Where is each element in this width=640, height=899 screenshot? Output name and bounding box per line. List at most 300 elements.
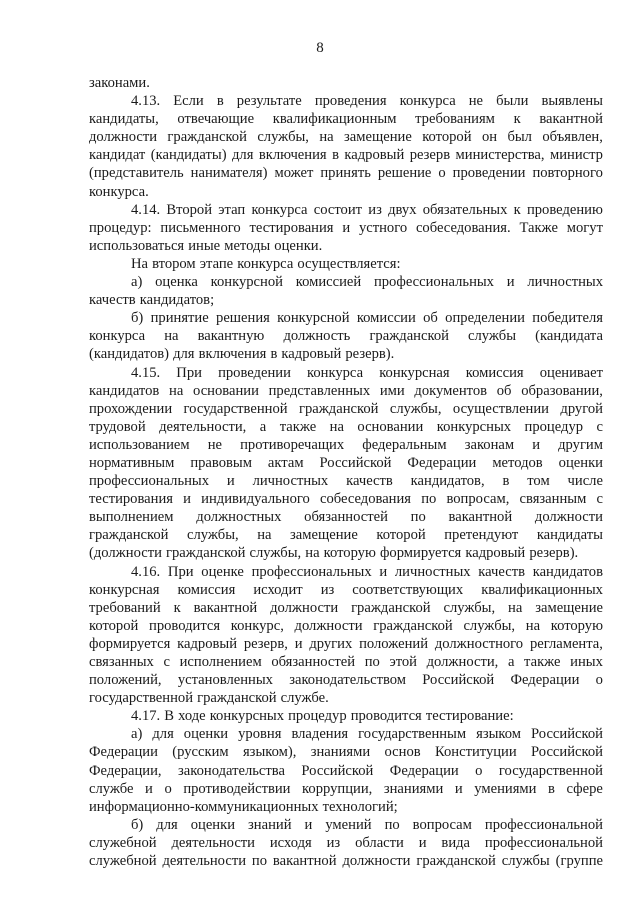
word: были	[496, 93, 529, 110]
word: кадровый	[281, 346, 342, 363]
word: о	[164, 780, 172, 797]
word: из	[320, 581, 335, 598]
word: (русским	[172, 744, 229, 761]
word: процедур:	[89, 219, 152, 236]
word: в	[332, 147, 339, 164]
word: проведению	[526, 201, 603, 218]
word: представленных	[268, 382, 371, 399]
word: Федерации,	[89, 762, 162, 779]
word: также	[279, 418, 317, 435]
word: сфере	[566, 780, 603, 797]
word: к	[173, 599, 181, 616]
word: гражданской	[197, 690, 277, 707]
word: б)	[131, 310, 144, 327]
word: Российской	[422, 672, 495, 689]
text-line	[89, 671, 603, 689]
word: гражданской	[167, 129, 247, 146]
word: комиссия	[177, 581, 236, 598]
word: регламента,	[529, 635, 603, 652]
word: уровня	[238, 726, 282, 743]
word: федеральным	[362, 436, 447, 453]
word: использоваться	[89, 237, 185, 254]
word: состоит	[313, 201, 363, 218]
word: и	[342, 219, 351, 236]
word: претендуют	[444, 527, 519, 544]
word: министерства,	[455, 147, 545, 164]
word: на	[305, 545, 320, 562]
word: кандидатов;	[139, 292, 215, 309]
word: конкурса	[89, 328, 146, 345]
word: вакантной	[448, 509, 513, 526]
document-body	[89, 74, 603, 870]
word: службы	[468, 328, 517, 345]
word: с	[596, 418, 603, 435]
word: не	[468, 93, 484, 110]
word: в	[270, 346, 278, 363]
word: прохождении	[89, 400, 173, 417]
text-line	[89, 146, 603, 164]
word: конкурсной	[210, 274, 283, 291]
text-line	[89, 327, 603, 345]
word: должностных	[196, 509, 282, 526]
word: конкурс,	[230, 617, 284, 634]
text-line	[89, 183, 603, 201]
word: на	[257, 527, 272, 544]
word: на	[525, 617, 541, 634]
word: личностных	[527, 274, 603, 291]
text-line	[89, 762, 603, 780]
word: 4.17.	[131, 708, 161, 725]
word: гражданской	[351, 599, 431, 616]
text-line	[89, 436, 603, 454]
word: из	[326, 834, 341, 851]
text-line	[89, 707, 603, 725]
word: обязанностей	[304, 509, 388, 526]
word: которой	[89, 617, 139, 634]
word: и	[379, 563, 388, 580]
word: актам	[267, 454, 304, 471]
word: этап	[218, 201, 246, 218]
word: оценка	[155, 274, 198, 291]
text-line	[89, 816, 603, 834]
word: резерв	[409, 147, 451, 164]
word: и	[145, 780, 153, 797]
word: об	[496, 382, 512, 399]
word: основании	[357, 418, 424, 435]
word: профессиональной	[484, 816, 603, 833]
word: а	[259, 418, 267, 435]
word: вакантной	[539, 111, 603, 128]
word: устного	[358, 219, 408, 236]
word: нормативным	[89, 454, 175, 471]
word: государственной	[183, 400, 288, 417]
word: языком	[476, 726, 522, 743]
word: на	[508, 599, 523, 616]
word: Федерации	[510, 672, 580, 689]
word: оценки	[558, 454, 603, 471]
word: повторного	[532, 165, 603, 182]
word: замещение	[344, 129, 412, 146]
word: основании	[193, 382, 259, 399]
word: гражданской	[416, 853, 496, 870]
word: вакантной	[193, 599, 258, 616]
word: по	[364, 654, 380, 670]
word: Федерации	[389, 762, 459, 779]
text-line	[89, 780, 603, 798]
word: других	[309, 635, 353, 652]
word: конкурса	[399, 93, 456, 110]
word: и	[304, 816, 313, 833]
text-line	[89, 599, 603, 617]
text-line	[89, 92, 603, 110]
word: 4.16.	[131, 563, 161, 580]
word: противоречащих	[240, 436, 345, 453]
word: правовым	[190, 454, 252, 471]
word: должности	[294, 617, 363, 634]
word: гражданской	[165, 545, 246, 562]
word: положений	[359, 635, 429, 652]
word: с	[163, 654, 170, 670]
word: исходит	[253, 581, 303, 598]
word: исполнением	[179, 654, 262, 670]
word: противодействии	[183, 780, 291, 797]
word: об	[423, 310, 438, 327]
word: качеств	[346, 473, 393, 490]
word: включения	[258, 147, 327, 164]
word: связанным	[519, 491, 587, 508]
word: нанимателя)	[190, 165, 268, 182]
word: знаниями	[310, 744, 371, 761]
word: кандидатов	[89, 382, 160, 399]
word: При	[167, 563, 194, 580]
word: также	[524, 654, 561, 670]
text-line	[89, 563, 603, 581]
word: конкурса	[251, 201, 308, 218]
word: определении	[445, 310, 525, 327]
word: связанных	[89, 654, 154, 670]
word: коррупции,	[302, 780, 373, 797]
word: этой	[389, 654, 417, 670]
word: методы	[224, 237, 271, 254]
text-line	[89, 74, 603, 92]
word: должности	[270, 599, 339, 616]
word: другим	[558, 436, 603, 453]
word: Также	[519, 219, 558, 236]
word: законами.	[89, 75, 150, 91]
word: кадровый	[177, 635, 238, 652]
word: деятельности,	[159, 418, 247, 435]
word: тестирование:	[425, 708, 514, 725]
text-line	[89, 273, 603, 291]
word: квалификационных	[481, 581, 603, 598]
text-line	[89, 400, 603, 418]
word: комиссией	[295, 274, 362, 291]
word: должность	[283, 328, 351, 345]
word: гражданской	[373, 617, 453, 634]
word: кадровый	[344, 147, 405, 164]
word: (группе	[555, 853, 603, 870]
word: проводится	[149, 617, 221, 634]
word: и	[532, 436, 541, 453]
word: по	[384, 816, 400, 833]
word: в	[216, 93, 224, 110]
word: по	[410, 509, 426, 526]
word: умениями	[474, 780, 537, 797]
word: вида	[441, 834, 471, 851]
word: формируется	[89, 635, 171, 652]
word: должности	[89, 129, 158, 146]
word: к	[513, 201, 521, 218]
text-line	[89, 201, 603, 219]
word: профессиональных	[251, 563, 372, 580]
word: качеств	[89, 292, 136, 309]
page-number: 8	[316, 40, 324, 56]
word: документов	[414, 382, 488, 399]
word: квалификационным	[272, 111, 397, 128]
word: собеседования.	[415, 219, 511, 236]
word: области	[355, 834, 404, 851]
word: конкурса	[237, 255, 294, 272]
word: знаниями	[383, 780, 444, 797]
word: вакантную	[197, 328, 265, 345]
word: Федерации	[407, 454, 477, 471]
word: службы,	[249, 545, 302, 562]
word: (представитель	[89, 165, 184, 182]
word: (кандидатов)	[89, 346, 170, 363]
word: 4.13.	[131, 93, 161, 110]
word: проведения	[314, 93, 387, 110]
word: которую	[323, 545, 376, 562]
word: другой	[560, 400, 603, 417]
word: и	[183, 491, 191, 508]
text-line	[89, 345, 603, 363]
word: проведении	[218, 364, 291, 381]
word: которой	[422, 129, 472, 146]
word: осуществлении	[452, 400, 549, 417]
word: и	[454, 780, 463, 797]
text-line	[89, 581, 603, 599]
text-line	[89, 454, 603, 472]
word: и	[226, 473, 235, 490]
text-line	[89, 110, 603, 128]
word: этапе	[199, 255, 234, 272]
word: оценивает	[539, 364, 603, 381]
word: о	[438, 165, 446, 182]
word: отвечающие	[177, 111, 255, 128]
word: оценки	[183, 726, 229, 743]
word: законодательства	[178, 762, 285, 779]
word: установленных	[177, 672, 273, 689]
word: технологий;	[322, 798, 398, 815]
word: победителя	[532, 310, 603, 327]
word: иных	[570, 654, 603, 670]
word: для	[232, 147, 254, 164]
word: комиссии	[356, 310, 416, 327]
word: умений	[325, 816, 372, 833]
word: кандидат	[89, 147, 146, 164]
word: тестирования	[89, 491, 173, 508]
word: соответствующих	[352, 581, 464, 598]
word: обязательных	[422, 201, 508, 218]
word: б)	[131, 816, 144, 833]
word: профессиональных	[89, 473, 210, 490]
word: решения	[216, 310, 270, 327]
word: владения	[291, 726, 349, 743]
word: втором	[152, 255, 196, 272]
word: 4.14.	[131, 201, 161, 218]
word: Российской	[531, 744, 603, 761]
word: службы	[501, 853, 550, 870]
word: На	[131, 255, 149, 272]
word: которую	[550, 617, 603, 634]
word: службы,	[187, 527, 239, 544]
word: службы,	[257, 129, 309, 146]
word: проводится	[350, 708, 422, 725]
text-line	[89, 544, 603, 562]
word: службе	[89, 780, 134, 797]
word: к	[513, 111, 521, 128]
word: конкурса.	[89, 183, 149, 200]
text-line	[89, 653, 603, 671]
word: кандидаты,	[89, 111, 159, 128]
word: использованием	[89, 436, 190, 453]
word: В	[164, 708, 174, 725]
word: ими	[379, 382, 405, 399]
word: трудовой	[89, 418, 146, 435]
word: должности,	[426, 654, 499, 670]
word: исходя	[269, 834, 312, 851]
word: на	[319, 129, 334, 146]
word: деятельности	[162, 853, 247, 870]
word: вопросам,	[446, 491, 510, 508]
word: (должности	[89, 545, 162, 562]
text-line	[89, 490, 603, 508]
word: профессиональных	[373, 274, 494, 291]
word: законам	[464, 436, 515, 453]
word: Второй	[166, 201, 213, 218]
word: службы,	[443, 599, 496, 616]
word: выполнением	[89, 509, 174, 526]
word: числе	[567, 473, 603, 490]
word: государственной	[89, 690, 194, 707]
word: проведении	[452, 165, 526, 182]
word: из	[368, 201, 382, 218]
word: положений,	[89, 672, 162, 689]
word: конкурса	[307, 364, 364, 381]
text-line	[89, 418, 603, 436]
text-line	[89, 128, 603, 146]
text-line	[89, 364, 603, 382]
word: ходе	[178, 708, 206, 725]
text-line	[89, 255, 603, 273]
word: гражданской	[89, 527, 169, 544]
word: не	[207, 436, 223, 453]
word: двух	[388, 201, 417, 218]
word: основ	[384, 744, 421, 761]
word: по	[251, 853, 268, 870]
word: служебной	[89, 853, 157, 870]
word: государственной	[498, 762, 603, 779]
word: для	[152, 726, 174, 743]
text-line	[89, 309, 603, 327]
word: резерв,	[243, 635, 288, 652]
word: комиссия	[465, 364, 524, 381]
text-line	[89, 635, 603, 653]
word: государственным	[358, 726, 467, 743]
word: а	[507, 654, 515, 670]
word: службы,	[463, 617, 516, 634]
word: том	[527, 473, 550, 490]
word: процедур	[524, 418, 584, 435]
word: (кандидаты)	[150, 147, 227, 164]
text-line	[89, 472, 603, 490]
word: Если	[173, 93, 204, 110]
word: осуществляется:	[297, 255, 401, 272]
word: конкурсная	[89, 581, 160, 598]
word: и	[418, 834, 427, 851]
text-line	[89, 852, 603, 870]
word: для	[156, 816, 178, 833]
word: законодательством	[289, 672, 407, 689]
word: замещение	[535, 599, 603, 616]
word: принятие	[150, 310, 209, 327]
word: конкурсная	[379, 364, 450, 381]
word: качеств	[478, 563, 525, 580]
word: о	[475, 762, 483, 779]
word: информационно-коммуникационных	[89, 798, 319, 815]
word: на	[169, 382, 184, 399]
word: конкурсной	[277, 310, 350, 327]
word: включения	[198, 346, 267, 363]
word: вакантной	[272, 853, 337, 870]
word: оценки	[190, 816, 236, 833]
word: конкурсных	[209, 708, 285, 725]
text-line	[89, 834, 603, 852]
word: для	[173, 346, 195, 363]
word: министр	[549, 147, 603, 164]
word: процедур	[288, 708, 347, 725]
word: замещение	[290, 527, 358, 544]
word: конкурсных	[436, 418, 512, 435]
word: а)	[131, 274, 143, 291]
word: на	[329, 418, 344, 435]
word: кандидатов	[532, 563, 603, 580]
word: собеседования	[319, 491, 412, 508]
word: обязанностей	[271, 654, 356, 670]
word: При	[176, 364, 202, 381]
word: кандидатов,	[410, 473, 485, 490]
text-line	[89, 725, 603, 743]
word: могут	[566, 219, 603, 236]
word: резерв).	[345, 346, 395, 363]
word: Российской	[301, 762, 374, 779]
word: оценки.	[274, 237, 323, 254]
word: личностных	[394, 563, 471, 580]
text-line	[89, 526, 603, 544]
word: служебной	[89, 834, 157, 851]
word: в	[548, 780, 555, 797]
word: на	[164, 328, 179, 345]
word: вопросам	[412, 816, 472, 833]
word: личностных	[252, 473, 329, 490]
word: службы,	[389, 400, 442, 417]
text-line	[89, 291, 603, 309]
word: тестирования	[249, 219, 334, 236]
word: а)	[131, 726, 143, 743]
word: которой	[376, 527, 426, 544]
text-line	[89, 743, 603, 761]
word: иные	[188, 237, 221, 254]
